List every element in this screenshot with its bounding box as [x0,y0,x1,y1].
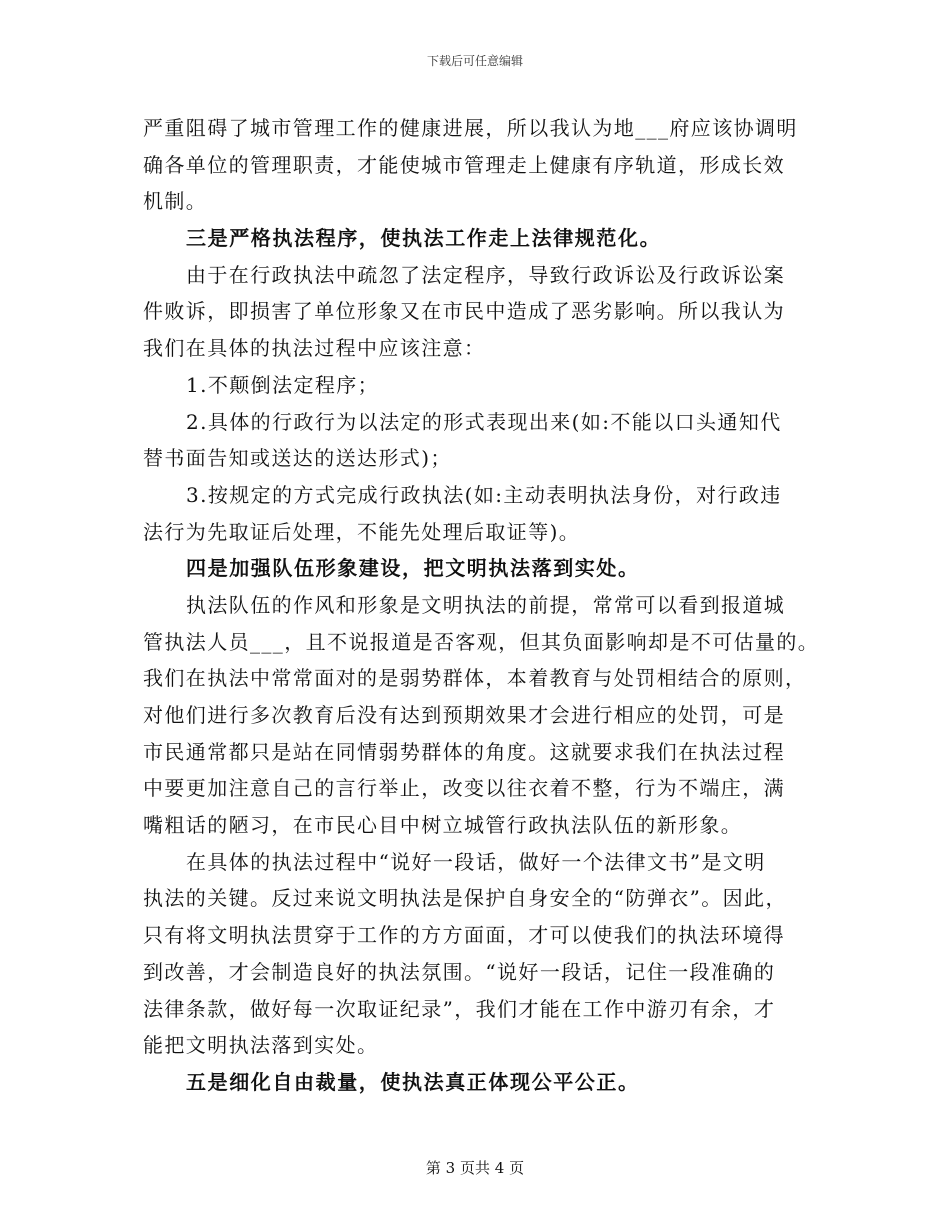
paragraph-line: 能把文明执法落到实处。 [143,1033,379,1058]
paragraph-line: 中要更加注意自己的言行举止，改变以往衣着不整，行为不端庄，满 [143,776,785,801]
page-header: 下载后可任意编辑 [426,54,523,68]
paragraph-line: 执法队伍的作风和形象是文明执法的前提，常常可以看到报道城 [186,592,786,617]
page-footer: 第 3 页共 4 页 [425,1159,525,1177]
paragraph-line: 嘴粗话的陋习，在市民心目中树立城管行政执法队伍的新形象。 [143,813,743,838]
paragraph-line: 管执法人员___，且不说报道是否客观，但其负面影响却是不可估量的。 [143,629,820,654]
paragraph-line: 法律条款，做好每一次取证纪录”，我们才能在工作中游刃有余，才 [143,996,776,1021]
paragraph-line: 法行为先取证后处理，不能先处理后取证等)。 [143,519,581,544]
paragraph-line: 到改善，才会制造良好的执法氛围。“说好一段话，记住一段准确的 [143,959,776,984]
paragraph-line: 严重阻碍了城市管理工作的健康进展，所以我认为地___府应该协调明 [143,116,798,140]
paragraph-line: 执法的关键。反过来说文明执法是保护自身安全的“防弹衣”。因此， [143,886,787,911]
paragraph-line: 市民通常都只是站在同情弱势群体的角度。这就要求我们在执法过程 [143,739,785,764]
paragraph-line: 1.不颠倒法定程序； [186,372,380,397]
paragraph-line: 我们在执法中常常面对的是弱势群体，本着教育与处罚相结合的原则， [143,666,807,691]
section-heading-line: 四是加强队伍形象建设，把文明执法落到实处。 [186,556,640,581]
section-heading-line: 三是严格执法程序，使执法工作走上法律规范化。 [186,226,662,251]
section-heading-line: 五是细化自由裁量，使执法真正体现公平公正。 [186,1069,640,1094]
document-body [143,110,823,1101]
paragraph-line: 由于在行政执法中疏忽了法定程序，导致行政诉讼及行政诉讼案 [186,262,786,287]
paragraph-line: 确各单位的管理职责，才能使城市管理走上健康有序轨道，形成长效 [143,152,785,177]
paragraph-line: 我们在具体的执法过程中应该注意： [143,336,486,361]
paragraph-line: 机制。 [143,189,208,214]
paragraph-line: 3.按规定的方式完成行政执法(如:主动表明执法身份，对行政违 [186,482,782,507]
paragraph-line: 2.具体的行政行为以法定的形式表现出来(如:不能以口头通知代 [186,409,782,434]
paragraph-line: 替书面告知或送达的送达形式)； [143,446,452,471]
paragraph-line: 只有将文明执法贯穿于工作的方方面面，才可以使我们的执法环境得 [143,923,785,948]
paragraph-line: 在具体的执法过程中“说好一段话，做好一个法律文书”是文明 [186,849,766,874]
paragraph-line: 对他们进行多次教育后没有达到预期效果才会进行相应的处罚，可是 [143,703,785,727]
paragraph-line: 件败诉，即损害了单位形象又在市民中造成了恶劣影响。所以我认为 [143,299,785,324]
